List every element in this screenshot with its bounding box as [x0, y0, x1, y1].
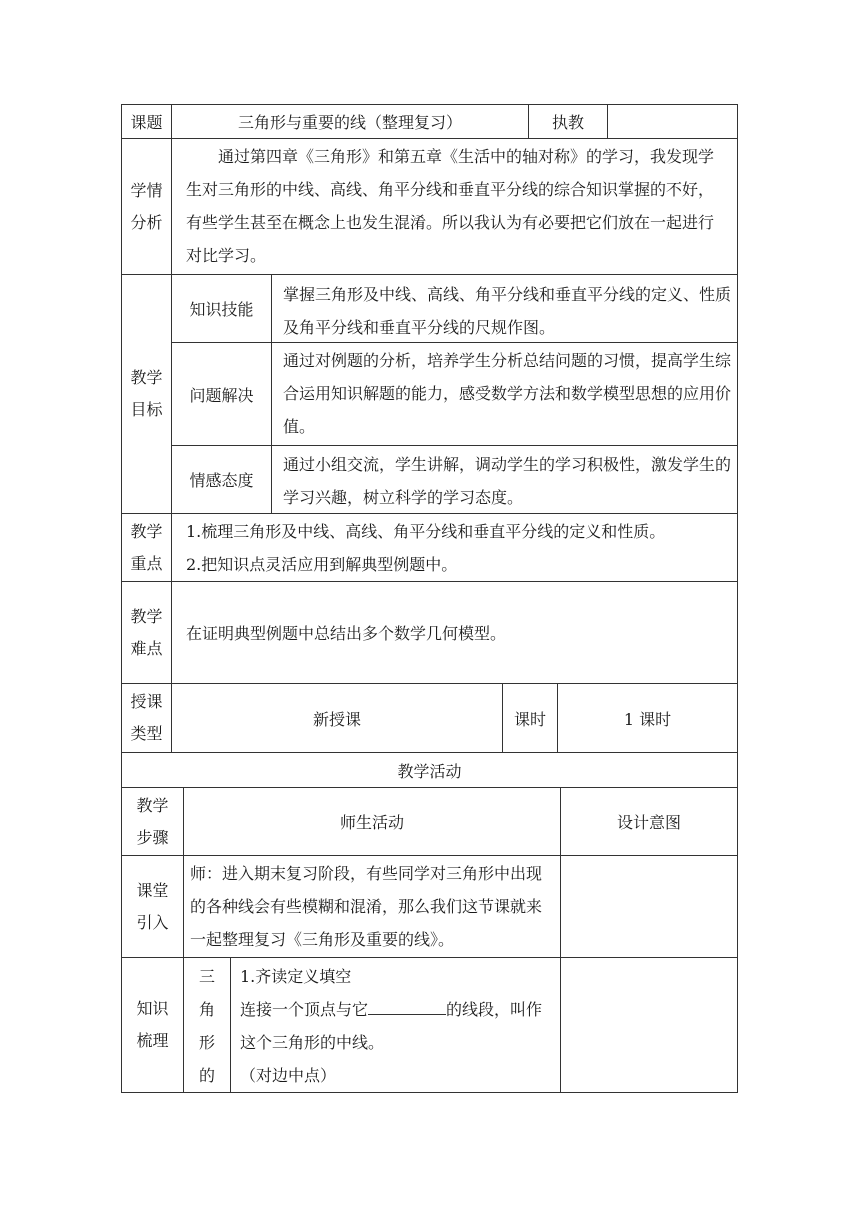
review-side-char: 三 — [198, 967, 215, 986]
goal-text-problem: 通过对例题的分析，培养学生分析总结问题的习惯，提高学生综合运用知识解题的能力，感受数学方法和数学模型思想的应用价值。 — [283, 351, 732, 436]
goals-label — [122, 275, 171, 513]
goal-name-attitude: 情感态度 — [189, 471, 254, 490]
goals-label-line1: 教学 — [130, 368, 163, 387]
lesson-type-label — [122, 684, 171, 752]
definition-text-after: 的线段，叫作 — [446, 1000, 543, 1019]
lesson-type-value: 新授课 — [312, 709, 361, 729]
goal-text-attitude: 通过小组交流，学生讲解，调动学生的学习积极性，激发学生的学习兴趣，树立科学的学习态度。 — [283, 455, 732, 507]
goal-name-knowledge: 知识技能 — [189, 300, 254, 319]
topic-title: 三角形与重要的线（整理复习） — [237, 113, 462, 132]
intro-design — [561, 856, 737, 957]
review-side-char: 形 — [198, 1033, 215, 1052]
review-label-line2: 梳理 — [136, 1031, 169, 1050]
analysis-label-line1: 学情 — [130, 180, 163, 200]
review-label-line1: 知识 — [136, 999, 169, 1018]
lesson-type-label-line1: 授课 — [130, 692, 163, 711]
hours-label: 课时 — [513, 709, 546, 729]
analysis-label — [122, 139, 171, 274]
review-content — [240, 960, 556, 1092]
fill-blank — [368, 996, 446, 1015]
hours-value: 1 课时 — [623, 709, 672, 729]
keypoints-label-line2: 重点 — [130, 553, 163, 573]
review-side-text — [184, 960, 230, 1092]
keypoints-label-line1: 教学 — [130, 521, 163, 541]
keypoint-item: 1.梳理三角形及中线、高线、角平分线和垂直平分线的定义和性质。 — [186, 522, 666, 541]
goal-text-knowledge: 掌握三角形及中线、高线、角平分线和垂直平分线的定义、性质及角平分线和垂直平分线的尺规作图。 — [283, 285, 732, 337]
review-definition-line2: 这个三角形的中线。 — [240, 1033, 385, 1052]
teacher-label: 执教 — [551, 113, 584, 132]
review-design — [561, 958, 737, 1092]
keypoints-list — [186, 515, 731, 580]
review-side-char: 的 — [198, 1066, 215, 1085]
topic-label: 课题 — [130, 113, 163, 132]
goal-name-problem: 问题解决 — [189, 385, 254, 405]
activities-title: 教学活动 — [397, 761, 462, 781]
intro-label — [122, 856, 183, 957]
intro-text: 师：进入期末复习阶段，有些同学对三角形中出现的各种线会有些模糊和混淆，那么我们这节课就来一起整理复习《三角形及重要的线》。 — [190, 864, 543, 949]
intro-label-line1: 课堂 — [136, 880, 169, 900]
difficulty-label-line1: 教学 — [130, 606, 163, 626]
review-side-char: 角 — [198, 1000, 215, 1019]
keypoint-item: 2.把知识点灵活应用到解典型例题中。 — [186, 555, 458, 574]
review-answer: （对边中点） — [240, 1066, 337, 1085]
steps-label — [122, 788, 183, 855]
analysis-text: 通过第四章《三角形》和第五章《生活中的轴对称》的学习，我发现学生对三角形的中线、高线、角平分线和垂直平分线的综合知识掌握的不好，有些学生甚至在概念上也发生混淆。所以我认为有必要把它们放在一起进行对比学习。 — [186, 147, 715, 265]
goals-label-line2: 目标 — [130, 400, 163, 419]
review-label — [122, 958, 183, 1092]
lesson-type-label-line2: 类型 — [130, 724, 163, 743]
teacher-name — [608, 105, 737, 138]
difficulty-label — [122, 582, 171, 683]
review-definition-line1 — [240, 993, 556, 1026]
intro-label-line2: 引入 — [136, 912, 169, 932]
review-heading: 1.齐读定义填空 — [240, 967, 352, 986]
definition-text-before: 连接一个顶点与它 — [240, 1000, 369, 1019]
keypoints-label — [122, 514, 171, 581]
difficulty-text: 在证明典型例题中总结出多个数学几何模型。 — [186, 624, 507, 643]
analysis-label-line2: 分析 — [130, 212, 163, 232]
activity-col-header: 师生活动 — [339, 813, 404, 832]
difficulty-label-line2: 难点 — [130, 638, 163, 658]
design-col-header: 设计意图 — [616, 813, 681, 832]
steps-label-line1: 教学 — [136, 795, 169, 815]
steps-label-line2: 步骤 — [136, 827, 169, 847]
